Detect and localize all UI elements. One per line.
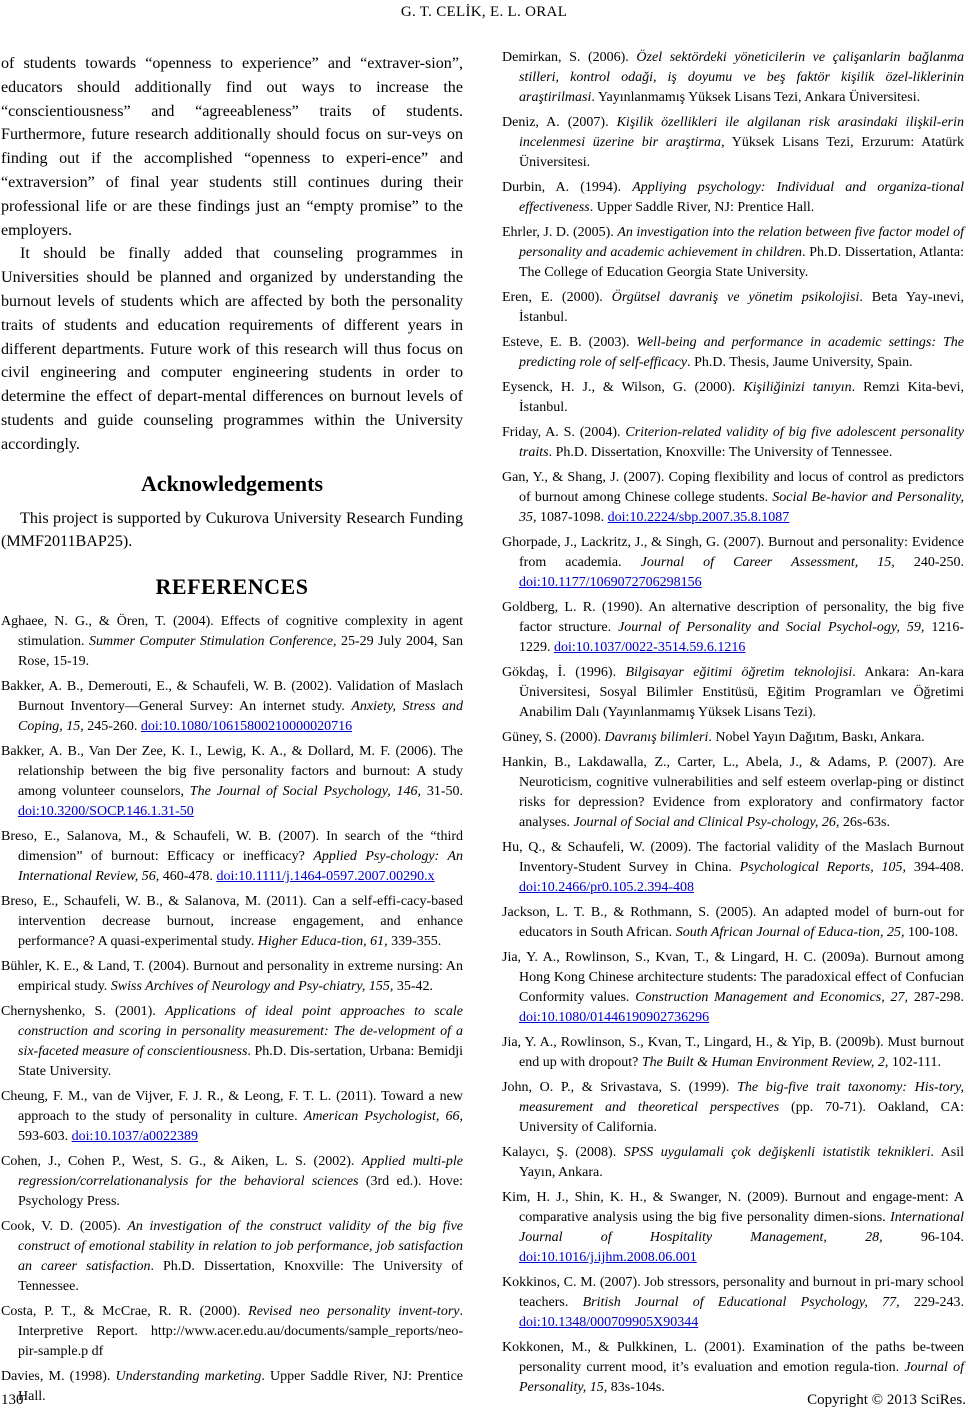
doi-link[interactable]: doi:10.1177/1069072706298156 — [519, 575, 702, 590]
reference-entry: Chernyshenko, S. (2001). Applications of ideal point approaches to scale construction and scoring in personality measurement: The de-velopment of a six-faceted measure of conscientiousness. Ph.D. Dis-sertation, Urbana: Bemidji State University. — [1, 1004, 463, 1080]
references-list-right — [502, 48, 964, 1398]
reference-entry: Aghaee, N. G., & Ören, T. (2004). Effects of cognitive complexity in agent stimulation. Summer Computer Stimulation Conference, 25-29 July 2004, San Rose, 15-19. — [1, 614, 464, 670]
reference-entry: Bühler, K. E., & Land, T. (2004). Burnout and personality in extreme nursing: An empirical study. Swiss Archives of Neurology and Psy-chiatry, 155, 35-42. — [1, 959, 463, 995]
reference-entry: Güney, S. (2000). Davranış bilimleri. Nobel Yayın Dağıtım, Baskı, Ankara. — [502, 730, 925, 745]
reference-entry: Gan, Y., & Shang, J. (2007). Coping flexibility and locus of control as predictors of burnout among Chinese college students. Social Be-havior and Personality, 35, 1087-1098. doi:10.2224/sbp.2007.35.8.1087 — [502, 470, 965, 525]
doi-link[interactable]: doi:10.1080/10615800210000020716 — [140, 719, 353, 735]
reference-entry: Goldberg, L. R. (1990). An alternative description of personality, the big five factor structure. Journal of Personality and Social Psychol-ogy, 59, 1216-1229. doi:10.1037/0022-3514.59.6.1216 — [502, 600, 964, 655]
reference-entry: Jackson, L. T. B., & Rothmann, S. (2005). An adapted model of burn-out for educators in South African. South African Journal of Educa-tion, 25, 100-108. — [502, 905, 964, 940]
doi-link[interactable]: doi:10.2466/pr0.105.2.394-408 — [519, 880, 694, 895]
reference-entry: Cohen, J., Cohen P., West, S. G., & Aiken, L. S. (2002). Applied multi-ple regression/correlationanalysis for the behavioral sciences (3rd ed.). Hove: Psychology Press. — [1, 1154, 463, 1210]
reference-entry: Bakker, A. B., Van Der Zee, K. I., Lewig, K. A., & Dollard, M. F. (2006). The relationship between the big five personality factors and burnout: A study among volunteer counselors, The Journal of Social Psychology, 146, 31-50. doi:10.3200/SOCP.146.1.31-50 — [1, 744, 463, 820]
page-number: 130 — [1, 1392, 24, 1408]
doi-link[interactable]: doi:10.1348/000709905X90344 — [519, 1315, 699, 1330]
doi-link[interactable]: doi:10.2224/sbp.2007.35.8.1087 — [607, 510, 790, 525]
reference-entry: Deniz, A. (2007). Kişilik özellikleri ile algilanan risk arasindaki ilişkil-erin incelenmesi üzerine bir araştirma, Yüksek Lisans Tezi, Erzurum: Atatürk Üniversitesi. — [502, 115, 965, 170]
acknowledgements-text: This project is supported by Cukurova University Research Funding (MMF2011BAP25). — [1, 509, 463, 551]
doi-link[interactable]: doi:10.1037/a0022389 — [71, 1129, 199, 1145]
reference-entry: Cook, V. D. (2005). An investigation of the construct validity of the big five construct of emotional stability in relation to job performance, job satisfaction an career satisfaction. Ph.D. Dissertation, Knoxville: The University of Tennessee. — [1, 1219, 464, 1295]
references-heading: REFERENCES — [155, 574, 309, 600]
reference-entry: Gökdaş, İ. (1996). Bilgisayar eğitimi öğretim teknolojisi. Ankara: An-kara Üniversitesi, Sosyal Bilimler Enstitüsü, Eğitim Programları ve Öğretimi Anabilim Dalı (Yayınlanmamış Yüksek Lisans Tezi). — [502, 665, 964, 720]
doi-link[interactable]: doi:10.1111/j.1464-0597.2007.00290.x — [216, 869, 435, 885]
doi-link[interactable]: doi:10.1080/01446190902736296 — [519, 1010, 710, 1025]
acknowledgements-body — [1, 507, 463, 555]
reference-entry: Demirkan, S. (2006). Özel sektördeki yöneticilerin ve çalişanlarin bağlanma stilleri, kontrol odaği, iş doyumu ve beş faktör kişilik özel-liklerinin araştirilmasi. Yayınlanmamış Yüksek Lisans Tezi, Ankara Üniversitesi. — [502, 50, 964, 105]
doi-link[interactable]: doi:10.3200/SOCP.146.1.31-50 — [18, 804, 194, 820]
reference-entry: Breso, E., Schaufeli, W. B., & Salanova, M. (2011). Can a self-effi-cacy-based intervention decrease burnout, increase engagement, and enhance performance? A quasi-experimental study. Higher Educa-tion, 61, 339-355. — [1, 894, 463, 950]
reference-entry: Ghorpade, J., Lackritz, J., & Singh, G. (2007). Burnout and personality: Evidence from academia. Journal of Career Assessment, 15, 240-250. doi:10.1177/1069072706298156 — [502, 535, 964, 590]
reference-entry: Eren, E. (2000). Örgütsel davraniş ve yönetim psikolojisi. Beta Yay-ınevi, İstanbul. — [502, 290, 964, 325]
reference-entry: Davies, M. (1998). Understanding marketing. Upper Saddle River, NJ: Prentice Hall. — [1, 1369, 463, 1405]
left-column — [1, 52, 463, 1412]
reference-entry: Breso, E., Salanova, M., & Schaufeli, W. B. (2007). In search of the “third dimension” of burnout: Efficacy or inefficacy? Applied Psy-chology: An International Review, 56, 460-478. doi:10.1111/j.1464-0597.2007.00290.x — [1, 829, 464, 885]
acknowledgements-heading: Acknowledgements — [140, 470, 324, 496]
reference-entry: Friday, A. S. (2004). Criterion-related validity of big five adolescent personality traits. Ph.D. Dissertation, Knoxville: The University of Tennessee. — [502, 425, 965, 460]
doi-link[interactable]: doi:10.1037/0022-3514.59.6.1216 — [554, 640, 746, 655]
reference-entry: Kokkonen, M., & Pulkkinen, L. (2001). Examination of the paths be-tween personality current mood, it’s evaluation and emotion regula-tion. Journal of Personality, 15, 83s-104s. — [502, 1340, 964, 1395]
reference-entry: Costa, P. T., & McCrae, R. R. (2000). Revised neo personality invent-tory. Interpretive Report. http://www.acer.edu.au/documents/sample_reports/neo-pir-sample.p df — [1, 1304, 463, 1360]
reference-entry: John, O. P., & Srivastava, S. (1999). The big-five trait taxonomy: His-tory, measurement and theoretical perspectives (pp. 70-71). Oakland, CA: University of California. — [502, 1080, 964, 1135]
reference-entry: Cheung, F. M., van de Vijver, F. J. R., & Leong, F. T. L. (2011). Toward a new approach to the study of personality in culture. American Psychologist, 66, 593-603. doi:10.1037/a0022389 — [1, 1089, 463, 1145]
reference-entry: Hu, Q., & Schaufeli, W. (2009). The factorial validity of the Maslach Burnout Inventory-Student Survey in China. Psychological Reports, 105, 394-408. doi:10.2466/pr0.105.2.394-408 — [502, 840, 964, 895]
right-column — [502, 48, 964, 1403]
reference-entry: Bakker, A. B., Demerouti, E., & Schaufeli, W. B. (2002). Validation of Maslach Burnout Inventory—General Survey: An internet study. Anxiety, Stress and Coping, 15, 245-260. doi:10.1080/10615800210000020716 — [1, 679, 463, 735]
paragraph-1: of students towards “openness to experience” and “extraver-sion”, educators should additionally find out ways to increase the “conscientiousness” and “agreeableness” traits of students. Furthermore, future research additionally should focus on sur-veys on finding out if the accomplished “openness to experi-ence” and “extraversion” of final year students still continues during their professional life or are these findings just an “empty promise” to the employers. — [1, 55, 463, 239]
reference-entry: Kalaycı, Ş. (2008). SPSS uygulamali çok değişkenli istatistik teknikleri. Asil Yayın, Ankara. — [502, 1145, 964, 1180]
paragraph-2: It should be finally added that counseling programmes in Universities should be planned and organized by understanding the burnout levels of students which are affected by both the personality traits of students and education requirements of different years in different departments. Future work of this research will thus focus on civil engineering and computer engineering students in order to determine the effect of depart-mental differences on burnout levels of students and guide counseling programmes within the University accordingly. — [1, 245, 463, 453]
reference-entry: Ehrler, J. D. (2005). An investigation into the relation between five factor model of personality and academic achievement in children. Ph.D. Dissertation, Atlanta: The College of Education Georgia State University. — [502, 225, 965, 280]
copyright-notice: Copyright © 2013 SciRes. — [807, 1392, 966, 1408]
reference-entry: Kim, H. J., Shin, K. H., & Swanger, N. (2009). Burnout and engage-ment: A comparative analysis using the big five personality dimen-sions. International Journal of Hospitality Management, 28, 96-104. doi:10.1016/j.ijhm.2008.06.001 — [502, 1190, 964, 1265]
reference-entry: Jia, Y. A., Rowlinson, S., Kvan, T., & Lingard, H. C. (2009a). Burnout among Hong Kong Chinese architecture students: The paradoxical effect of Confucian Conformity values. Construction Management and Economics, 27, 287-298. doi:10.1080/01446190902736296 — [502, 950, 964, 1025]
running-header: G. T. CELİK, E. L. ORAL — [400, 4, 568, 20]
reference-entry: Esteve, E. B. (2003). Well-being and performance in academic settings: The predicting role of self-efficacy. Ph.D. Thesis, Jaume University, Spain. — [502, 335, 965, 370]
body-text — [1, 52, 463, 457]
reference-entry: Kokkinos, C. M. (2007). Job stressors, personality and burnout in pri-mary school teachers. British Journal of Educational Psychology, 77, 229-243. doi:10.1348/000709905X90344 — [502, 1275, 964, 1330]
references-list-left — [1, 612, 463, 1407]
reference-entry: Durbin, A. (1994). Appliying psychology: Individual and organiza-tional effectiveness. Upper Saddle River, NJ: Prentice Hall. — [502, 180, 964, 215]
reference-entry: Hankin, B., Lakdawalla, Z., Carter, L., Abela, J., & Adams, P. (2007). Are Neuroticism, cognitive vulnerabilities and self esteem overlap-ping or distinct risks for depression? Evidence from exploratory and confirmatory factor analyses. Journal of Social and Clinical Psy-chology, 26, 26s-63s. — [502, 755, 964, 830]
reference-entry: Eysenck, H. J., & Wilson, G. (2000). Kişiliğinizi tanıyın. Remzi Kita-bevi, İstanbul. — [502, 380, 964, 415]
reference-entry: Jia, Y. A., Rowlinson, S., Kvan, T., Lingard, H., & Yip, B. (2009b). Must burnout end up with dropout? The Built & Human Environment Review, 2, 102-111. — [502, 1035, 964, 1070]
doi-link[interactable]: doi:10.1016/j.ijhm.2008.06.001 — [519, 1250, 697, 1265]
